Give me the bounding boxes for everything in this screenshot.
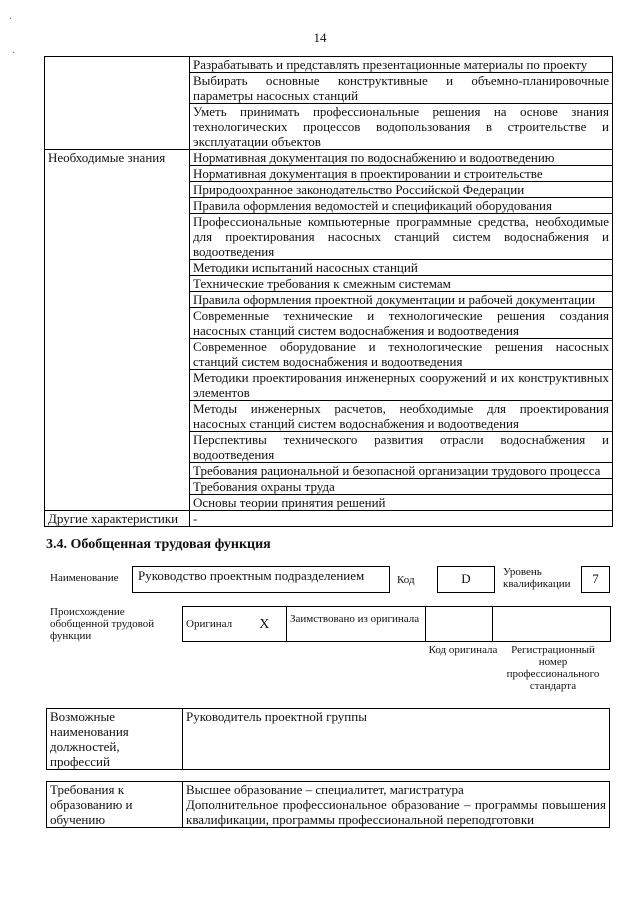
row-item: Правила оформления проектной документации и рабочей документации	[190, 292, 613, 308]
function-name-value: Руководство проектным подразделением	[138, 568, 365, 583]
code-original-caption: Код оригинала	[428, 644, 498, 656]
original-mark: X	[243, 607, 287, 642]
borrowed-cell: Заимствовано из оригинала	[287, 607, 426, 642]
row-item: Методы инженерных расчетов, необходимые для проектирования насосных станций систем водоснабжения и водоотведения	[190, 401, 613, 432]
section-title: 3.4. Обобщенная трудовая функция	[46, 537, 271, 552]
code-value: D	[461, 571, 471, 586]
row-item: Методики испытаний насосных станций	[190, 260, 613, 276]
education-items	[183, 782, 610, 828]
positions-label: Возможные наименования должностей, профессий	[47, 709, 183, 770]
table-row	[45, 150, 613, 166]
level-box	[581, 566, 610, 593]
education-item: Дополнительное профессиональное образование – программы повышения квалификации, программы профессиональной переподготовки	[186, 797, 606, 827]
row-label	[45, 57, 190, 150]
page-number: 14	[313, 30, 327, 45]
name-label: Наименование	[50, 572, 119, 584]
row-item: Разрабатывать и представлять презентационные материалы по проекту	[190, 57, 613, 73]
origin-table	[182, 606, 611, 642]
education-table	[46, 781, 610, 828]
education-label: Требования к образованию и обучению	[47, 782, 183, 828]
scan-dot: ·	[12, 48, 16, 59]
row-item: Профессиональные компьютерные программные средства, необходимые для проектирования насосных станций систем водоснабжения и водоотведения	[190, 214, 613, 260]
positions-value: Руководитель проектной группы	[183, 709, 610, 770]
row-label: Необходимые знания	[45, 150, 190, 511]
row-item: Природоохранное законодательство Российской Федерации	[190, 182, 613, 198]
row-item: -	[190, 511, 613, 527]
row-item: Требования охраны труда	[190, 479, 613, 495]
table-row	[45, 511, 613, 527]
row-item: Современное оборудование и технологические решения насосных станций систем водоснабжения и водоотведения	[190, 339, 613, 370]
row-item: Уметь принимать профессиональные решения на основе знания технологических процессов водопользования в строительстве и эксплуатации объектов	[190, 104, 613, 150]
function-name-box	[132, 566, 390, 593]
row-item: Нормативная документация по водоснабжению и водоотведению	[190, 150, 613, 166]
level-value: 7	[592, 571, 599, 586]
row-item: Современные технические и технологические решения создания насосных станций систем водоснабжения и водоотведения	[190, 308, 613, 339]
origin-label: Происхождение обобщенной трудовой функции	[50, 606, 155, 642]
scan-dot: ·	[9, 14, 13, 25]
reg-number-cell	[493, 607, 611, 642]
row-item: Методики проектирования инженерных сооружений и их конструктивных элементов	[190, 370, 613, 401]
positions-table	[46, 708, 610, 770]
row-item: Требования рациональной и безопасной организации трудового процесса	[190, 463, 613, 479]
table-row	[45, 57, 613, 73]
skills-knowledge-table	[44, 56, 613, 527]
code-box	[437, 566, 495, 593]
level-label: Уровень квалификации	[503, 566, 571, 590]
education-item: Высшее образование – специалитет, магистратура	[186, 782, 464, 797]
row-item: Правила оформления ведомостей и спецификаций оборудования	[190, 198, 613, 214]
row-item: Выбирать основные конструктивные и объемно-планировочные параметры насосных станций	[190, 73, 613, 104]
row-label: Другие характеристики	[45, 511, 190, 527]
row-item: Нормативная документация в проектировании и строительстве	[190, 166, 613, 182]
row-item: Основы теории принятия решений	[190, 495, 613, 511]
row-item: Технические требования к смежным системам	[190, 276, 613, 292]
code-original-cell	[426, 607, 493, 642]
reg-number-caption: Регистрационный номер профессионального стандарта	[506, 644, 600, 692]
row-item: Перспективы технического развития отрасли водоснабжения и водоотведения	[190, 432, 613, 463]
original-cell: Оригинал	[183, 607, 243, 642]
code-label: Код	[397, 574, 415, 586]
